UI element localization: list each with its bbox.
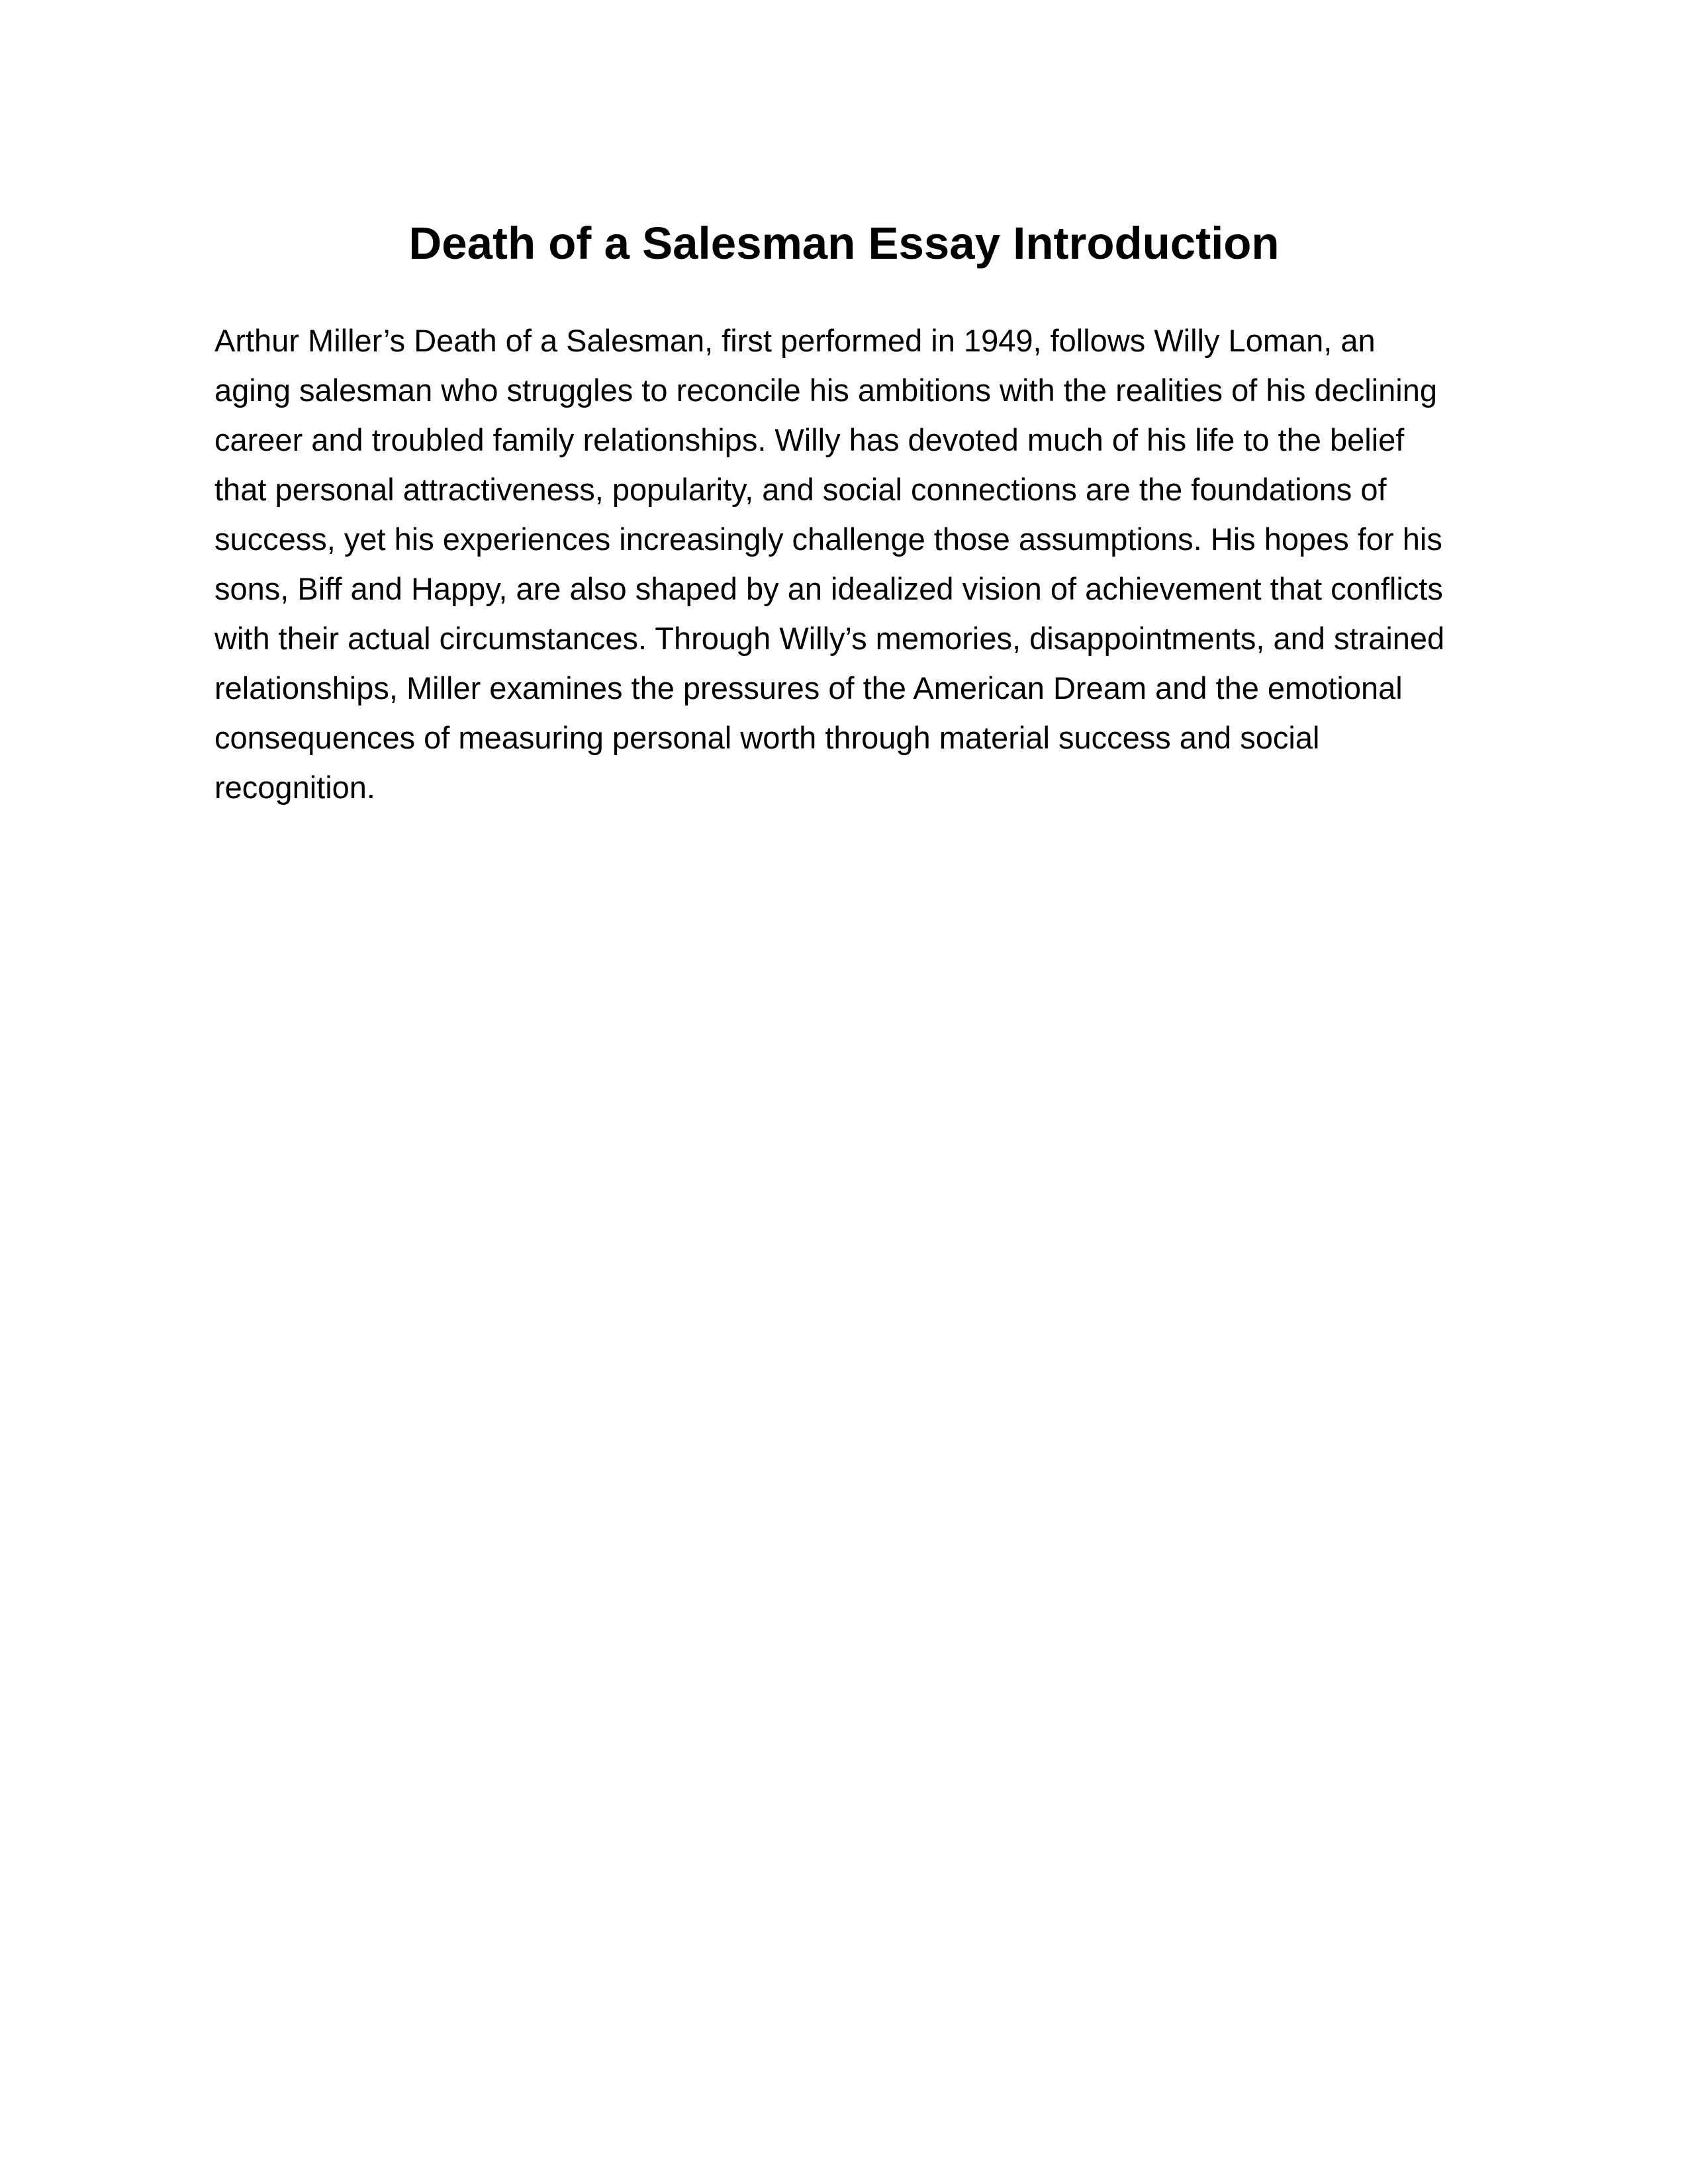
paragraph-line: sons, Biff and Happy, are also shaped by an idealized vision of achievement that conflicts [214,571,1443,606]
page-title: Death of a Salesman Essay Introduction [408,218,1280,269]
paragraph-line: that personal attractiveness, popularity, and social connections are the foundations of [214,472,1387,507]
paragraph-line: success, yet his experiences increasingly challenge those assumptions. His hopes for his [214,522,1442,557]
paragraph-line: recognition. [214,770,375,805]
paragraph-line: with their actual circumstances. Through Willy’s memories, disappointments, and strained [214,621,1445,656]
paragraph-line: consequences of measuring personal worth through material success and social [214,720,1320,755]
paragraph-line: Arthur Miller’s Death of a Salesman, first performed in 1949, follows Willy Loman, an [214,323,1376,358]
paragraph-line: relationships, Miller examines the pressures of the American Dream and the emotional [214,670,1403,705]
introduction-paragraph [214,316,1485,812]
paragraph-line: career and troubled family relationships. Willy has devoted much of his life to the belief [214,422,1405,457]
paragraph-line: aging salesman who struggles to reconcile his ambitions with the realities of his declining [214,373,1438,408]
